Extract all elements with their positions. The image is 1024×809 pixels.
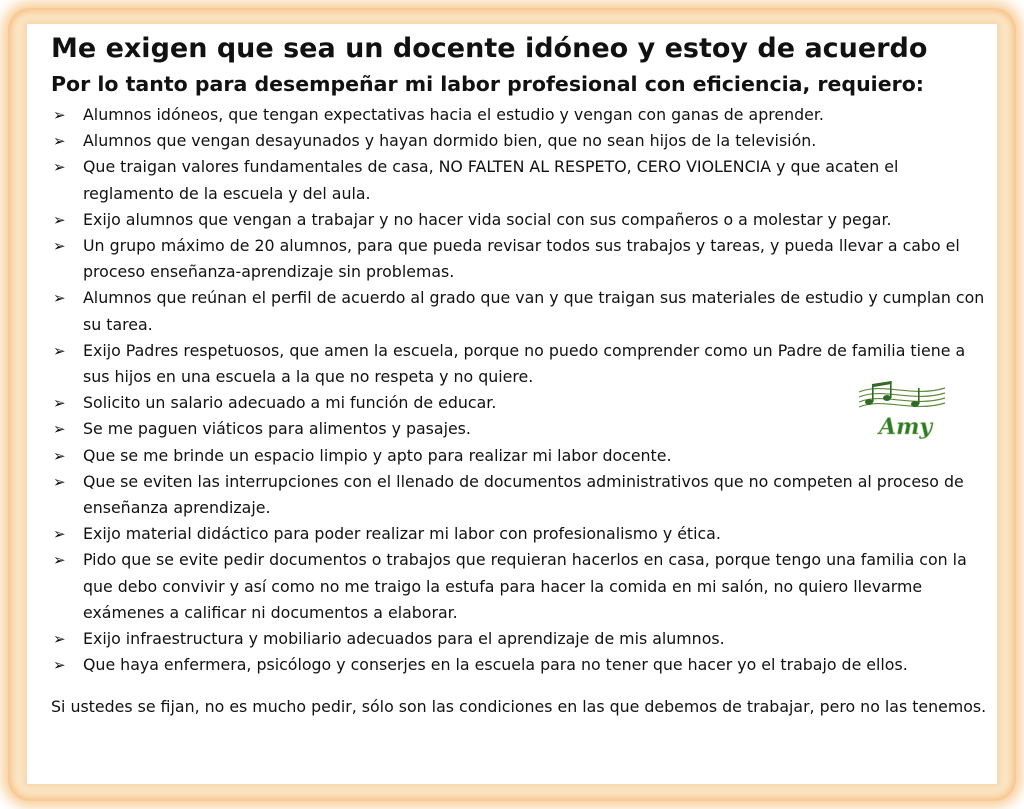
list-item-text: Se me paguen viáticos para alimentos y pasajes. [83,419,471,439]
list-item [51,469,987,521]
arrowhead-bullet-icon: ➢ [53,237,66,256]
arrowhead-bullet-icon: ➢ [53,132,66,151]
list-item [51,154,987,206]
closing-paragraph: Si ustedes se fijan, no es mucho pedir, sólo son las condiciones en las que debemos de trabajar, pero no las tenemos. [51,697,987,717]
list-item [51,285,987,337]
list-item-text: Que se eviten las interrupciones con el llenado de documentos administrativos que no competen al proceso de enseñanza aprendizaje. [83,471,964,518]
music-notes-signature-icon [853,378,951,440]
list-item [51,443,987,469]
list-item-text: Que haya enfermera, psicólogo y conserjes en la escuela para no tener que hacer yo el trabajo de ellos. [83,655,908,675]
list-item [51,338,987,390]
list-item-text: Pido que se evite pedir documentos o trabajos que requieran hacerlos en casa, porque tengo una familia con la que debo convivir y así como no me traigo la estufa para hacer la comida en mi salón, no quiero llevarme exámenes a calificar ni documentos a elaborar. [83,550,967,622]
arrowhead-bullet-icon: ➢ [53,656,66,675]
arrowhead-bullet-icon: ➢ [53,525,66,544]
arrowhead-bullet-icon: ➢ [53,341,66,360]
arrowhead-bullet-icon: ➢ [53,420,66,439]
document-title: Me exigen que sea un docente idóneo y estoy de acuerdo [51,33,928,64]
arrowhead-bullet-icon: ➢ [53,394,66,413]
list-item-text: Que traigan valores fundamentales de casa, NO FALTEN AL RESPETO, CERO VIOLENCIA y que acaten el reglamento de la escuela y del aula. [83,157,899,203]
list-item-text: Solicito un salario adecuado a mi función de educar. [83,393,497,413]
list-item [51,521,987,547]
logo-text: Amy [879,414,933,440]
arrowhead-bullet-icon: ➢ [53,289,66,308]
list-item-text: Un grupo máximo de 20 alumnos, para que pueda revisar todos sus trabajos y tareas, y pueda llevar a cabo el proceso enseñanza-aprendizaje sin problemas. [83,236,960,282]
list-item [51,416,987,442]
list-item-text: Exijo infraestructura y mobiliario adecuados para el aprendizaje de mis alumnos. [83,629,725,649]
list-item [51,626,987,652]
list-item [51,207,987,233]
list-item-text: Exijo material didáctico para poder realizar mi labor con profesionalismo y ética. [83,524,721,544]
arrowhead-bullet-icon: ➢ [53,630,66,649]
list-item [51,390,987,416]
list-item-text: Alumnos idóneos, que tengan expectativas hacia el estudio y vengan con ganas de aprender. [83,105,824,124]
arrowhead-bullet-icon: ➢ [53,551,66,570]
arrowhead-bullet-icon: ➢ [53,106,66,124]
arrowhead-bullet-icon: ➢ [53,210,66,229]
list-item [51,547,987,626]
arrowhead-bullet-icon: ➢ [53,158,66,177]
document-content [51,30,987,736]
list-item-text: Exijo alumnos que vengan a trabajar y no hacer vida social con sus compañeros o a molestar y pegar. [83,209,892,229]
list-item [51,102,987,128]
list-item-text: Exijo Padres respetuosos, que amen la escuela, porque no puedo comprender como un Padre de familia tiene a sus hijos en una escuela a la que no respeta y no quiere. [83,340,966,387]
document-subtitle: Por lo tanto para desempeñar mi labor profesional con eficiencia, requiero: [51,72,925,96]
list-item [51,233,987,285]
list-item [51,652,987,678]
list-item [51,128,987,154]
list-item-text: Alumnos que reúnan el perfil de acuerdo al grado que van y que traigan sus materiales de estudio y cumplan con su tarea. [83,288,985,334]
list-item-text: Alumnos que vengan desayunados y hayan dormido bien, que no sean hijos de la televisión. [83,131,817,151]
document-card [27,24,997,784]
list-item-text: Que se me brinde un espacio limpio y apto para realizar mi labor docente. [83,445,672,465]
arrowhead-bullet-icon: ➢ [53,446,66,465]
arrowhead-bullet-icon: ➢ [53,472,66,491]
requirements-list [51,102,987,678]
